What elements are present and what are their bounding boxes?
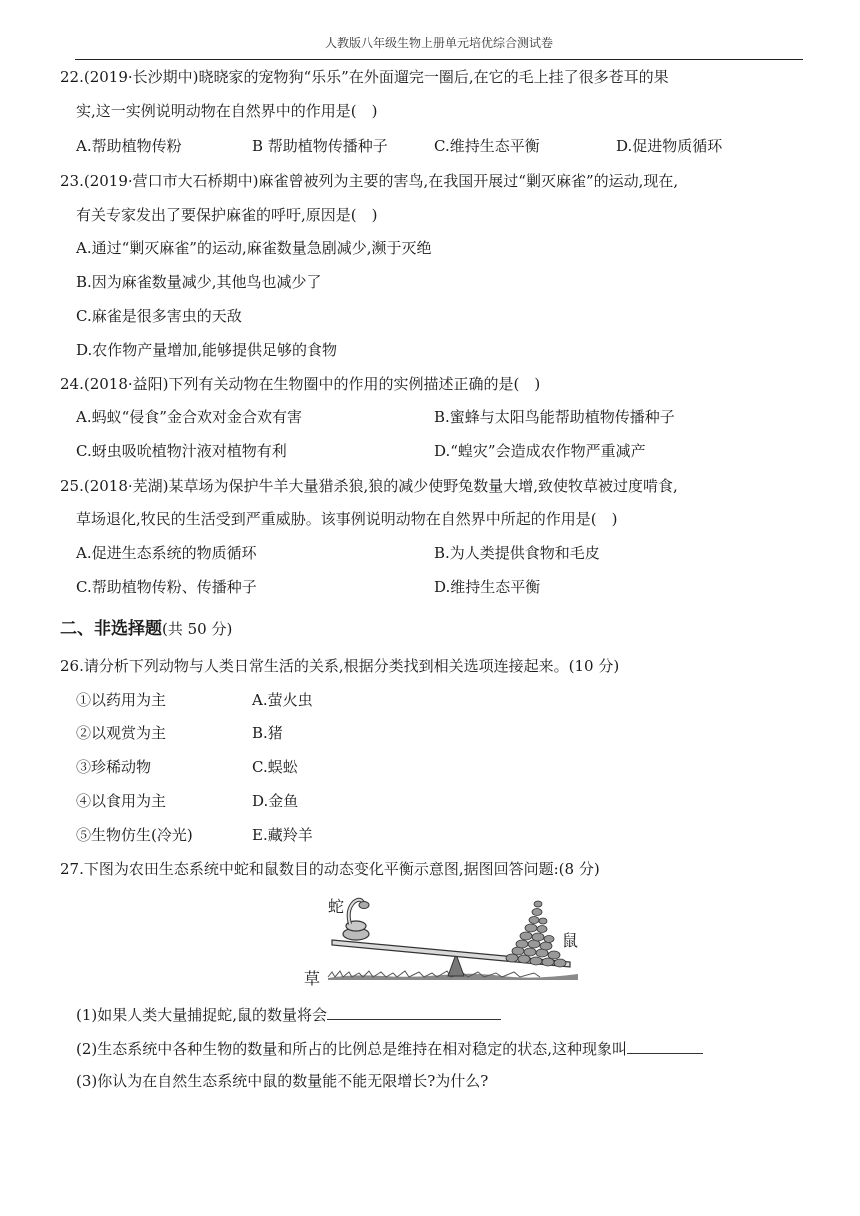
q27-sub1 — [76, 1004, 501, 1025]
snake-label: 蛇 — [328, 897, 345, 916]
mouse-pile — [506, 901, 566, 967]
q23-option-c: C.麻雀是很多害虫的天敌 — [76, 307, 242, 325]
q22-option-a: A.帮助植物传粉 — [76, 137, 182, 155]
snake-figure — [343, 900, 369, 940]
answer-blank[interactable] — [327, 1004, 501, 1020]
section-score: (共 50 分) — [162, 620, 233, 638]
q23-option-b: B.因为麻雀数量减少,其他鸟也减少了 — [76, 273, 322, 291]
seesaw-balance-figure — [292, 884, 584, 996]
q26-right-item: E.藏羚羊 — [252, 826, 313, 844]
q22-option-d: D.促进物质循环 — [616, 137, 723, 155]
section-title: 二、非选择题 — [60, 619, 162, 639]
header-divider — [75, 59, 803, 60]
q25-stem-line1: 25.(2018·芜湖)某草场为保护牛羊大量猎杀狼,狼的减少使野兔数量大增,致使牧草被过度啃食, — [60, 477, 678, 495]
q24-option-a: A.蚂蚁“侵食”金合欢对金合欢有害 — [76, 408, 302, 426]
q23-stem-line1: 23.(2019·营口市大石桥期中)麻雀曾被列为主要的害鸟,在我国开展过“剿灭麻雀”的运动,现在, — [60, 172, 679, 190]
q23-stem-line2: 有关专家发出了要保护麻雀的呼吁,原因是( ) — [76, 206, 378, 224]
q26-left-item: ②以观赏为主 — [76, 724, 167, 742]
q24-option-c: C.蚜虫吸吮植物汁液对植物有利 — [76, 442, 287, 460]
q24-option-d: D.“蝗灾”会造成农作物严重减产 — [434, 442, 646, 460]
q26-left-item: ③珍稀动物 — [76, 758, 152, 776]
q27-sub1-text: (1)如果人类大量捕捉蛇,鼠的数量将会 — [76, 1006, 328, 1024]
q27-sub2 — [76, 1038, 703, 1059]
q22-option-c: C.维持生态平衡 — [434, 137, 540, 155]
q25-stem-line2: 草场退化,牧民的生活受到严重威胁。该事例说明动物在自然界中所起的作用是( ) — [76, 510, 618, 528]
q24-option-b: B.蜜蜂与太阳鸟能帮助植物传播种子 — [434, 408, 675, 426]
q27-sub3: (3)你认为在自然生态系统中鼠的数量能不能无限增长?为什么? — [76, 1072, 489, 1090]
section-heading — [60, 614, 232, 639]
q26-left-item: ④以食用为主 — [76, 792, 167, 810]
mouse-label: 鼠 — [562, 931, 579, 950]
q25-option-a: A.促进生态系统的物质循环 — [76, 544, 257, 562]
answer-blank[interactable] — [627, 1038, 703, 1054]
q22-option-b: B 帮助植物传播种子 — [252, 137, 388, 155]
q26-right-item: B.猪 — [252, 724, 283, 742]
q25-option-c: C.帮助植物传粉、传播种子 — [76, 578, 257, 596]
q23-option-a: A.通过“剿灭麻雀”的运动,麻雀数量急剧减少,濒于灭绝 — [76, 239, 432, 257]
q27-sub2-text: (2)生态系统中各种生物的数量和所占的比例总是维持在相对稳定的状态,这种现象叫 — [76, 1040, 628, 1058]
q25-option-b: B.为人类提供食物和毛皮 — [434, 544, 600, 562]
q26-left-item: ①以药用为主 — [76, 691, 167, 709]
q24-stem-line1: 24.(2018·益阳)下列有关动物在生物圈中的作用的实例描述正确的是( ) — [60, 375, 541, 393]
q26-right-item: D.金鱼 — [252, 792, 299, 810]
q22-stem-line2: 实,这一实例说明动物在自然界中的作用是( ) — [76, 102, 378, 120]
q27-stem: 27.下图为农田生态系统中蛇和鼠数目的动态变化平衡示意图,据图回答问题:(8 分) — [60, 860, 600, 878]
q26-left-item: ⑤生物仿生(冷光) — [76, 826, 193, 844]
page-header: 人教版八年级生物上册单元培优综合测试卷 — [324, 36, 553, 50]
q23-option-d: D.农作物产量增加,能够提供足够的食物 — [76, 341, 338, 359]
q26-right-item: C.蜈蚣 — [252, 758, 298, 776]
q26-stem: 26.请分析下列动物与人类日常生活的关系,根据分类找到相关选项连接起来。(10 分) — [60, 657, 620, 675]
q22-stem-line1: 22.(2019·长沙期中)晓晓家的宠物狗“乐乐”在外面遛完一圈后,在它的毛上挂了很多苍耳的果 — [60, 68, 669, 86]
q26-right-item: A.萤火虫 — [252, 691, 313, 709]
grass-label: 草 — [304, 969, 321, 988]
q25-option-d: D.维持生态平衡 — [434, 578, 541, 596]
